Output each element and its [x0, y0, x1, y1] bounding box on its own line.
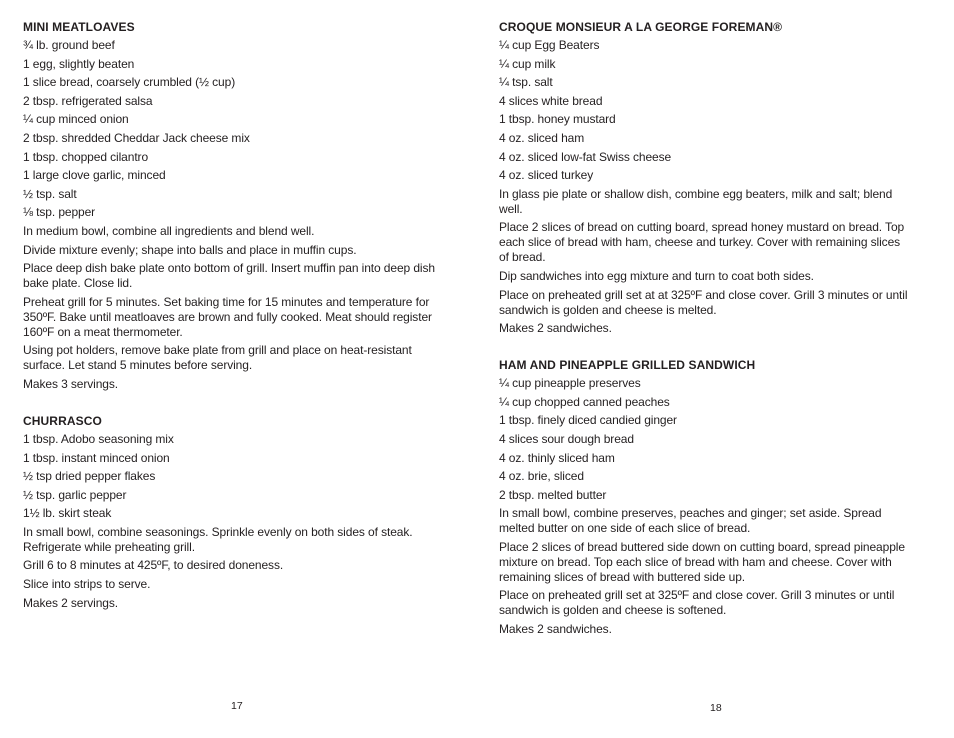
ingredient-item: ¾ lb. ground beef [23, 38, 115, 52]
ingredient-item: 1 tbsp. Adobo seasoning mix [23, 431, 174, 446]
recipe-title: CROQUE MONSIEUR A LA GEORGE FOREMAN® [499, 20, 783, 34]
recipe-yield: Makes 3 servings. [23, 376, 119, 391]
instruction-step: Divide mixture evenly; shape into balls and place in muffin cups. [23, 242, 357, 257]
ingredient-item: 2 tbsp. refrigerated salsa [23, 93, 153, 108]
recipe-title: MINI MEATLOAVES [23, 20, 135, 34]
instruction-step: Place on preheated grill set at 325ºF and close cover. Grill 3 minutes or until sandwich is golden and cheese is softened. [499, 588, 895, 618]
recipe-yield: Makes 2 sandwiches. [499, 622, 612, 637]
step-list [23, 224, 443, 373]
ingredient-item: 1 large clove garlic, minced [23, 168, 166, 183]
ingredient-item: 1½ lb. skirt steak [23, 506, 112, 521]
ingredient-item: 1 slice bread, coarsely crumbled (½ cup) [23, 75, 236, 90]
ingredient-item: ¼ cup chopped canned peaches [499, 394, 670, 409]
recipe-block [23, 414, 443, 611]
instruction-step: In glass pie plate or shallow dish, combine egg beaters, milk and salt; blend well. [499, 186, 893, 216]
page-number-right: 18 [710, 702, 722, 714]
instruction-step: Grill 6 to 8 minutes at 425ºF, to desired doneness. [23, 558, 284, 573]
page-number-left: 17 [231, 700, 243, 712]
recipe-title: CHURRASCO [23, 413, 102, 428]
ingredient-item: 1 tbsp. finely diced candied ginger [499, 413, 677, 428]
step-list [499, 187, 919, 318]
instruction-step: Place on preheated grill set at at 325ºF and close cover. Grill 3 minutes or until sandwich is golden and cheese is melted. [499, 287, 908, 317]
ingredient-item: 4 slices white bread [499, 93, 603, 108]
ingredient-item: 4 oz. brie, sliced [499, 469, 584, 484]
left-page [23, 20, 443, 633]
ingredient-item: 1 tbsp. honey mustard [499, 112, 616, 127]
ingredient-item: ½ tsp. salt [23, 186, 77, 201]
instruction-step: Using pot holders, remove bake plate from grill and place on heat-resistant surface. Let stand 5 minutes before serving. [23, 343, 412, 373]
ingredient-list [23, 432, 443, 521]
ingredient-item: 1 egg, slightly beaten [23, 56, 135, 71]
instruction-step: Slice into strips to serve. [23, 577, 151, 592]
ingredient-item: 4 oz. sliced ham [499, 130, 585, 145]
instruction-step: Place deep dish bake plate onto bottom of grill. Insert muffin pan into deep dish bake plate. Close lid. [23, 261, 435, 291]
ingredient-item: 2 tbsp. shredded Cheddar Jack cheese mix [23, 130, 250, 145]
instruction-step: In medium bowl, combine all ingredients and blend well. [23, 223, 315, 238]
ingredient-item: 1 tbsp. chopped cilantro [23, 149, 149, 164]
recipe-yield: Makes 2 sandwiches. [499, 321, 612, 336]
ingredient-item: ⅛ tsp. pepper [23, 205, 96, 220]
ingredient-item: 4 oz. thinly sliced ham [499, 450, 615, 465]
ingredient-list [499, 376, 919, 503]
ingredient-list [23, 38, 443, 220]
ingredient-item: 2 tbsp. melted butter [499, 487, 607, 502]
instruction-step: Preheat grill for 5 minutes. Set baking time for 15 minutes and temperature for 350ºF. Bake until meatloaves are brown and fully cooked. Meat should register 160ºF on a meat thermometer. [23, 294, 432, 339]
instruction-step: In small bowl, combine preserves, peaches and ginger; set aside. Spread melted butter on one side of each slice of bread. [499, 506, 882, 536]
recipe-block [499, 20, 919, 336]
step-list [23, 525, 443, 592]
ingredient-item: ½ tsp. garlic pepper [23, 487, 127, 502]
recipe-block [499, 358, 919, 637]
ingredient-item: 4 oz. sliced turkey [499, 168, 594, 183]
instruction-step: Place 2 slices of bread buttered side down on cutting board, spread pineapple mixture on bread. Top each slice of bread with ham and cheese. Cover with remaining slices of bread with buttered side up. [499, 539, 905, 584]
ingredient-item: ½ tsp dried pepper flakes [23, 469, 156, 484]
instruction-step: Place 2 slices of bread on cutting board, spread honey mustard on bread. Top each slice of bread with ham, cheese and turkey. Cover with remaining slices of bread. [499, 220, 905, 265]
instruction-step: Dip sandwiches into egg mixture and turn to coat both sides. [499, 268, 814, 283]
ingredient-list [499, 38, 919, 183]
ingredient-item: ¼ cup milk [499, 56, 556, 71]
ingredient-item: ¼ tsp. salt [499, 75, 553, 90]
instruction-step: In small bowl, combine seasonings. Sprinkle evenly on both sides of steak. Refrigerate while preheating grill. [23, 524, 413, 554]
ingredient-item: 4 slices sour dough bread [499, 431, 634, 446]
ingredient-item: 4 oz. sliced low-fat Swiss cheese [499, 149, 672, 164]
recipe-yield: Makes 2 servings. [23, 595, 119, 610]
ingredient-item: 1 tbsp. instant minced onion [23, 450, 170, 465]
recipe-title: HAM AND PINEAPPLE GRILLED SANDWICH [499, 358, 756, 373]
step-list [499, 506, 919, 618]
ingredient-item: ¼ cup pineapple preserves [499, 376, 641, 391]
ingredient-item: ¼ cup minced onion [23, 112, 129, 127]
recipe-block [23, 20, 443, 392]
right-page [499, 20, 919, 659]
ingredient-item: ¼ cup Egg Beaters [499, 38, 600, 52]
